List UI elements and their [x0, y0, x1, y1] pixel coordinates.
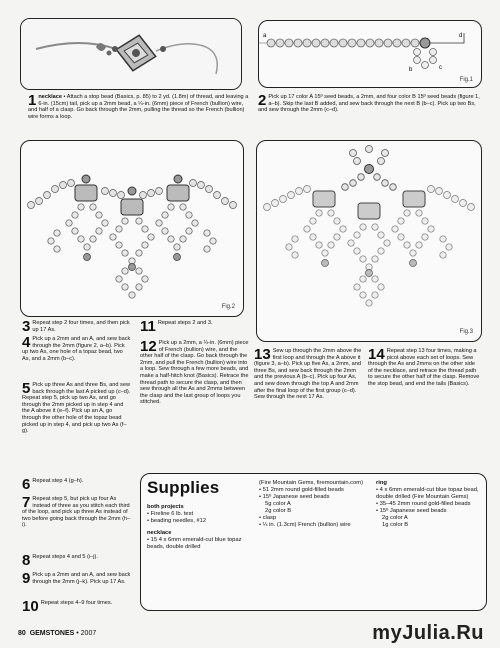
step-8-number: 8: [22, 552, 31, 569]
fig1-letter-c: c: [439, 65, 442, 71]
step-3-text: Repeat step 2 four times, and then pick up 17 As.: [32, 320, 130, 333]
figure-2-label: Fig.2: [221, 304, 235, 310]
step-8-text: Repeat steps 4 and 5 (i–j).: [32, 554, 98, 560]
step-1-number: 1: [28, 92, 37, 109]
step-12-number: 12: [140, 338, 157, 355]
ring-heading: ring: [376, 480, 387, 486]
col2-item: (Fire Mountain Gems, firemountain.com): [259, 480, 364, 486]
supplies-col-1: [147, 504, 247, 551]
ring-item: • 35–45 2mm round gold-filled beads: [376, 501, 471, 507]
col2-item: • 15º Japanese seed beads: [259, 494, 330, 500]
step-7-text: Repeat step 5, but pick up four As instead of three as you stitch each third of the loop, and pick up three As instead of two before going back through the 2mm (h–i).: [22, 496, 131, 529]
both-projects-heading: both projects: [147, 504, 184, 510]
step-2-number: 2: [258, 92, 267, 109]
figure-2-panel: [20, 140, 244, 317]
step-1: [28, 94, 253, 120]
figure-3-label: Fig.3: [459, 329, 473, 335]
ring-item: 1g color B: [382, 522, 409, 528]
figure-2-diagram: [21, 141, 243, 316]
step-4-text: Pick up a 2mm and an A, and sew back through the 2mm (figure 2, a–b). Pick up two As, one hole of a topaz bead, two As, and a 2mm (b–c).: [22, 336, 131, 362]
col2-item: 2g color B: [265, 508, 292, 514]
step-14-text: Repeat step 13 four times, making a picot above each set of loops. Sew through the As and 2mms on the other side of the necklace, and retrace the thread path to secure the other half of the clasp. Remove the stop bead, and end the tails (Basics).: [368, 348, 480, 387]
col2-item: • clasp: [259, 515, 277, 521]
fig1-letter-b: b: [409, 67, 413, 73]
step-14-number: 14: [368, 346, 385, 363]
step-6: [22, 478, 132, 491]
step-12-text: Pick up a 2mm, a ¼-in. (6mm) piece of French (bullion) wire, and the other half of the clasp. Go back through the 2mm, and pull the French (bullion) wire into a loop. Sew through a few more beads, and make a half-hitch knot (Basics). Retrace the thread path to secure the clasp, and then sew through all the As and 2mms between the clasp and the last group of loops you stitched.: [140, 340, 249, 406]
necklace-heading: necklace: [147, 530, 172, 536]
step-3-number: 3: [22, 318, 31, 335]
footer-year: 2007: [80, 630, 97, 637]
ring-item: • 4 x 6mm emerald-cut blue topaz bead, double drilled (Fire Mountain Gems): [376, 487, 479, 500]
magazine-name: GEMSTONES: [29, 630, 75, 637]
step-3: [22, 320, 132, 333]
supplies-col-3: [376, 480, 481, 529]
step-1-text: • Attach a stop bead (Basics, p. 85) to 2 yd. (1.8m) of thread, and leaving a 6-in. (15cm) tail, pick up a 2mm bead, a ¼-in. (6mm) piece of French (bullion) wire, and half of a clasp. Go back through the 2mm, pulling the thread so the French (bullion) wire forms a loop.: [28, 94, 249, 120]
watermark: myJulia.Ru: [372, 622, 484, 644]
step-14: [368, 348, 480, 388]
figure-1-panel: [258, 20, 482, 88]
step-11: [140, 320, 250, 333]
step-5: [22, 382, 132, 435]
step-8: [22, 554, 132, 567]
supplies-title: Supplies: [147, 478, 220, 497]
necklace-item: • 15 4 x 6mm emerald-cut blue topaz beads, double drilled: [147, 537, 242, 550]
step-2-text: Pick up 17 color A 15º seed beads, a 2mm, and four color B 15º seed beads (figure 1, a–b). Skip the last B added, and sew back through the next B (b–c). Pick up two Bs, and sew through the 2mm (c–d).: [258, 94, 480, 114]
both-item: • Fireline 6 lb. test: [147, 511, 194, 517]
step-9: [22, 572, 132, 585]
page-number: 80: [18, 630, 26, 637]
footer-bullet: •: [76, 630, 79, 637]
step-9-text: Pick up a 2mm and an A, and sew back through the 2mm (j–k). Pick up 17 As.: [32, 572, 131, 585]
step-2: [258, 94, 480, 114]
step-13-number: 13: [254, 346, 271, 363]
step-12: [140, 340, 250, 406]
step-4-number: 4: [22, 334, 31, 351]
fig1-letter-a: a: [263, 33, 267, 39]
step-11-number: 11: [140, 318, 156, 335]
step-13: [254, 348, 362, 401]
step-9-number: 9: [22, 570, 31, 587]
step-7: [22, 496, 132, 529]
step-11-text: Repeat steps 2 and 3.: [157, 320, 213, 326]
col2-item: • ¼ in. (1.3cm) French (bullion) wire: [259, 522, 351, 528]
ring-item: • 15º Japanese seed beads: [376, 508, 447, 514]
step-6-number: 6: [22, 476, 31, 493]
figure-1-diagram: [259, 21, 481, 87]
col2-item: 5g color A: [265, 501, 291, 507]
step-10-text: Repeat steps 4–9 four times.: [40, 600, 113, 606]
step-4: [22, 336, 132, 362]
fig1-letter-d: d: [459, 33, 463, 39]
supplies-col-2: [259, 480, 369, 529]
both-item: • beading needles, #12: [147, 518, 207, 524]
step-10-number: 10: [22, 598, 39, 615]
page-footer: [18, 630, 96, 637]
clasp-photo: [21, 19, 241, 89]
step-10: [22, 600, 132, 613]
step-6-text: Repeat step 4 (g–h).: [32, 478, 84, 484]
figure-1-label: Fig.1: [459, 77, 473, 83]
ring-item: 2g color A: [382, 515, 408, 521]
figure-3-panel: [256, 140, 482, 342]
supplies-box: [140, 473, 487, 611]
step-5-number: 5: [22, 380, 31, 397]
step-5-text: Pick up three As and three Bs, and sew back through the last A picked up (c–d). Repeat step 5, pick up two As, and go through the 2mm picked up in step 4 and the A above it (e–f). Pick up an A, go through the other hole of the topaz bead picked up in step 4, and pick up two As (f–g).: [22, 382, 131, 435]
step-1-lead: necklace: [38, 94, 62, 100]
col2-item: • 51 2mm round gold-filled beads: [259, 487, 344, 493]
step-7-number: 7: [22, 494, 31, 511]
clasp-photo-panel: [20, 18, 242, 90]
figure-3-diagram: [257, 141, 481, 341]
step-13-text: Sew up through the 2mm above the first loop and through the A above it (figure 3, a–b). Pick up five As, a 2mm, and three Bs, and sew back through the 2mm and the previous A (b–c). Pick up four As, and sew down through the top A and 2mm after the final loop of the first group (c–d). Sew through the next 17 As.: [254, 348, 362, 401]
